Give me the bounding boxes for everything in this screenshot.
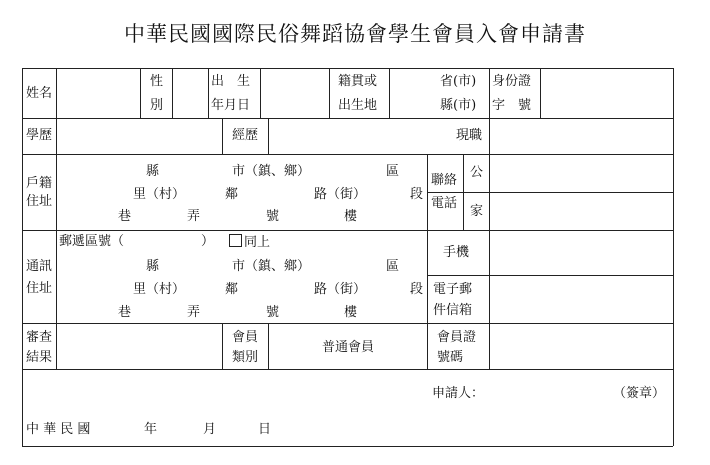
contact-label-bottom: 電話 (431, 196, 458, 211)
border-left (22, 68, 23, 446)
mailing-label-top: 通訊 (26, 259, 53, 274)
same-as-above-label: 同上 (244, 235, 271, 250)
birth-label-bottom: 年月日 (211, 98, 251, 113)
hh-lane: 巷 (118, 209, 132, 224)
experience-label: 經歷 (232, 128, 259, 143)
member-type-label-top: 會員 (232, 330, 259, 345)
hh-city-town: 市（鎮、鄉） (232, 164, 311, 179)
office-phone-label: 公 (470, 165, 484, 180)
contact-label-top: 聯絡 (431, 173, 458, 188)
hh-county: 縣 (146, 164, 160, 179)
household-label-bottom: 住址 (26, 194, 53, 209)
hh-district: 區 (386, 164, 400, 179)
hh-number: 號 (266, 209, 280, 224)
hh-floor: 樓 (344, 209, 358, 224)
member-type-value: 普通會員 (321, 340, 374, 355)
rule-row5 (22, 369, 673, 370)
rule-phone-type (463, 154, 464, 230)
form-title: 中華民國國際民俗舞蹈協會學生會員入會申請書 (124, 22, 586, 46)
review-result-field[interactable] (57, 324, 221, 368)
gender-label-bottom: 別 (150, 98, 164, 113)
review-label-bottom: 結果 (26, 350, 53, 365)
member-type-label-bottom: 類別 (232, 350, 259, 365)
date-day: 日 (258, 422, 272, 437)
mobile-label: 手機 (443, 245, 470, 260)
hh-alley: 弄 (187, 209, 201, 224)
origin-label-top: 籍貫或 (338, 74, 378, 89)
education-field[interactable] (57, 119, 221, 153)
hh-village: 里（村） (133, 187, 186, 202)
rule-r2a (222, 118, 223, 154)
member-no-label-bottom: 號碼 (437, 350, 464, 365)
gender-field[interactable] (173, 69, 207, 117)
id-number-field[interactable] (541, 69, 672, 117)
rule-r1c (208, 68, 209, 118)
date-prefix: 中 華 民 國 (26, 422, 91, 437)
origin-field[interactable] (390, 69, 438, 117)
home-phone-label: 家 (470, 204, 484, 219)
birth-date-field[interactable] (261, 69, 328, 117)
county-label: 縣(市) (440, 98, 477, 113)
member-no-field[interactable] (490, 324, 672, 368)
name-field[interactable] (57, 69, 139, 117)
education-label: 學歷 (26, 128, 53, 143)
application-form (22, 68, 673, 446)
date-month: 月 (203, 422, 217, 437)
mail-alley: 弄 (187, 305, 201, 320)
household-address-field[interactable] (57, 155, 426, 229)
email-field[interactable] (490, 276, 672, 322)
mailing-address-field[interactable] (57, 231, 426, 322)
hh-road: 路（街） (314, 187, 367, 202)
member-no-label-top: 會員證 (437, 330, 477, 345)
mail-number: 號 (266, 305, 280, 320)
home-phone-field[interactable] (490, 193, 672, 229)
occupation-label: 現職 (456, 128, 483, 143)
applicant-signature-field[interactable] (492, 380, 612, 406)
mail-floor: 樓 (344, 305, 358, 320)
household-label-top: 戶籍 (26, 176, 53, 191)
border-right (673, 68, 674, 446)
signature-label: （簽章） (613, 386, 666, 401)
rule-r1a (140, 68, 141, 118)
mail-section: 段 (410, 282, 424, 297)
rule-r5a (222, 323, 223, 369)
rule-contact-col (427, 154, 428, 369)
border-bottom (22, 446, 673, 447)
email-label-bottom: 件信箱 (433, 303, 473, 318)
date-year: 年 (144, 422, 158, 437)
mail-neighborhood: 鄰 (225, 282, 239, 297)
gender-label-top: 性 (150, 74, 164, 89)
id-label-bottom: 字 號 (492, 98, 532, 113)
mailing-label-bottom: 住址 (26, 281, 53, 296)
postal-code-close: ） (201, 234, 215, 249)
rule-r1e (329, 68, 330, 118)
id-label-top: 身份證 (492, 74, 532, 89)
mail-road: 路（街） (314, 282, 367, 297)
hh-neighborhood: 鄰 (225, 187, 239, 202)
origin-label-bottom: 出生地 (338, 98, 378, 113)
same-as-above-checkbox[interactable] (229, 234, 242, 247)
mail-village: 里（村） (133, 282, 186, 297)
review-label-top: 審查 (26, 330, 53, 345)
office-phone-field[interactable] (490, 155, 672, 191)
mail-district: 區 (386, 259, 400, 274)
province-label: 省(市) (440, 74, 477, 89)
email-label-top: 電子郵 (433, 282, 473, 297)
hh-section: 段 (410, 187, 424, 202)
name-label: 姓名 (26, 86, 53, 101)
postal-code-label: 郵遞區號（ (59, 234, 125, 249)
mail-county: 縣 (146, 259, 160, 274)
same-as-above[interactable] (229, 234, 270, 250)
applicant-label: 申請人： (432, 386, 485, 401)
rule-r1g (489, 68, 490, 118)
mail-city-town: 市（鎮、鄉） (232, 259, 311, 274)
occupation-field[interactable] (490, 119, 672, 153)
birth-label-top: 出 生 (211, 74, 251, 89)
mobile-field[interactable] (490, 231, 672, 274)
mail-lane: 巷 (118, 305, 132, 320)
